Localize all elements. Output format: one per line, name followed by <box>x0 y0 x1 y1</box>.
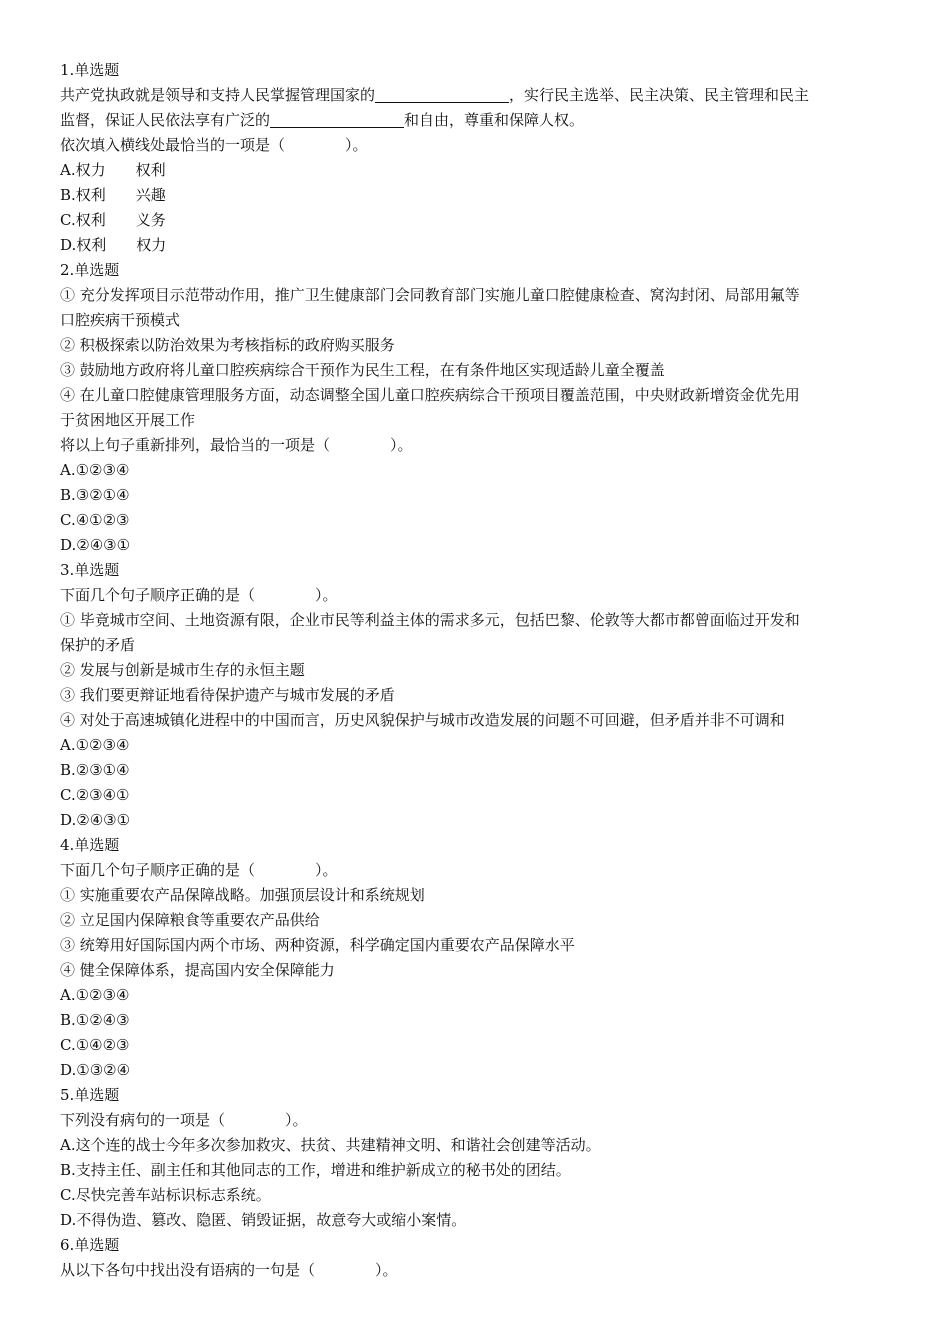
question-stem <box>60 83 890 108</box>
question-header: 1.单选题 <box>60 61 120 79</box>
question-5 <box>60 1083 890 1233</box>
question-header: 5.单选题 <box>60 1086 120 1104</box>
question-prompt: 下列没有病句的一项是（ ）。 <box>60 1111 308 1129</box>
option-a: A.这个连的战士今年多次参加救灾、扶贫、共建精神文明、和谐社会创建等活动。 <box>60 1136 601 1154</box>
question-prompt: 下面几个句子顺序正确的是（ ）。 <box>60 861 338 879</box>
question-2 <box>60 258 890 558</box>
option-c: C.②③④① <box>60 786 130 804</box>
option-a: A.权力 权利 <box>60 161 166 179</box>
question-prompt: 下面几个句子顺序正确的是（ ）。 <box>60 586 338 604</box>
fill-blank-2 <box>270 109 404 128</box>
option-b: B.②③①④ <box>60 761 130 779</box>
sentence-1: ① 实施重要农产品保障战略。加强顶层设计和系统规划 <box>60 886 425 904</box>
question-header: 4.单选题 <box>60 836 120 854</box>
sentence-1: ① 毕竟城市空间、土地资源有限，企业市民等利益主体的需求多元，包括巴黎、伦敦等大都市都曾面临过开发和 <box>60 611 800 629</box>
option-d: D.①③②④ <box>60 1061 131 1079</box>
question-header: 6.单选题 <box>60 1236 120 1254</box>
option-c: C.尽快完善车站标识标志系统。 <box>60 1186 271 1204</box>
sentence-3: ③ 统筹用好国际国内两个市场、两种资源，科学确定国内重要农产品保障水平 <box>60 936 575 954</box>
question-4 <box>60 833 890 1083</box>
question-header: 3.单选题 <box>60 561 120 579</box>
sentence-3: ③ 我们要更辩证地看待保护遗产与城市发展的矛盾 <box>60 686 395 704</box>
stem-text: 和自由，尊重和保障人权。 <box>404 111 585 129</box>
stem-text: ，实行民主选举、民主决策、民主管理和民主 <box>509 86 810 104</box>
fill-blank-1 <box>375 84 509 103</box>
question-6 <box>60 1233 890 1283</box>
stem-text: 监督，保证人民依法享有广泛的 <box>60 111 271 129</box>
option-b: B.支持主任、副主任和其他同志的工作，增进和维护新成立的秘书处的团结。 <box>60 1161 571 1179</box>
question-stem <box>60 108 890 133</box>
option-d: D.权利 权力 <box>60 236 167 254</box>
option-c: C.权利 义务 <box>60 211 166 229</box>
option-a: A.①②③④ <box>60 986 130 1004</box>
question-1 <box>60 58 890 258</box>
sentence-4: ④ 在儿童口腔健康管理服务方面，动态调整全国儿童口腔疾病综合干预项目覆盖范围，中央财政新增资金优先用 <box>60 386 800 404</box>
sentence-4-cont: 于贫困地区开展工作 <box>60 411 196 429</box>
question-header: 2.单选题 <box>60 261 120 279</box>
sentence-1: ① 充分发挥项目示范带动作用，推广卫生健康部门会同教育部门实施儿童口腔健康检查、窝沟封闭、局部用氟等 <box>60 286 800 304</box>
question-prompt: 将以上句子重新排列，最恰当的一项是（ ）。 <box>60 436 413 454</box>
option-a: A.①②③④ <box>60 736 130 754</box>
exam-document <box>60 58 890 1283</box>
option-b: B.③②①④ <box>60 486 130 504</box>
stem-text: 共产党执政就是领导和支持人民掌握管理国家的 <box>60 86 376 104</box>
sentence-1-cont: 保护的矛盾 <box>60 636 136 654</box>
option-d: D.②④③① <box>60 536 131 554</box>
option-a: A.①②③④ <box>60 461 130 479</box>
question-prompt: 依次填入横线处最恰当的一项是（ ）。 <box>60 136 368 154</box>
sentence-2: ② 积极探索以防治效果为考核指标的政府购买服务 <box>60 336 395 354</box>
option-b: B.①②④③ <box>60 1011 130 1029</box>
sentence-4: ④ 健全保障体系，提高国内安全保障能力 <box>60 961 335 979</box>
sentence-3: ③ 鼓励地方政府将儿童口腔疾病综合干预作为民生工程，在有条件地区实现适龄儿童全覆盖 <box>60 361 665 379</box>
option-d: D.②④③① <box>60 811 131 829</box>
sentence-1-cont: 口腔疾病干预模式 <box>60 311 181 329</box>
sentence-2: ② 立足国内保障粮食等重要农产品供给 <box>60 911 320 929</box>
option-c: C.①④②③ <box>60 1036 130 1054</box>
question-prompt: 从以下各句中找出没有语病的一句是（ ）。 <box>60 1261 398 1279</box>
sentence-4: ④ 对处于高速城镇化进程中的中国而言，历史风貌保护与城市改造发展的问题不可回避，但矛盾并非不可调和 <box>60 711 785 729</box>
option-b: B.权利 兴趣 <box>60 186 166 204</box>
option-d: D.不得伪造、篡改、隐匿、销毁证据，故意夸大或缩小案情。 <box>60 1211 467 1229</box>
option-c: C.④①②③ <box>60 511 130 529</box>
sentence-2: ② 发展与创新是城市生存的永恒主题 <box>60 661 305 679</box>
question-3 <box>60 558 890 833</box>
